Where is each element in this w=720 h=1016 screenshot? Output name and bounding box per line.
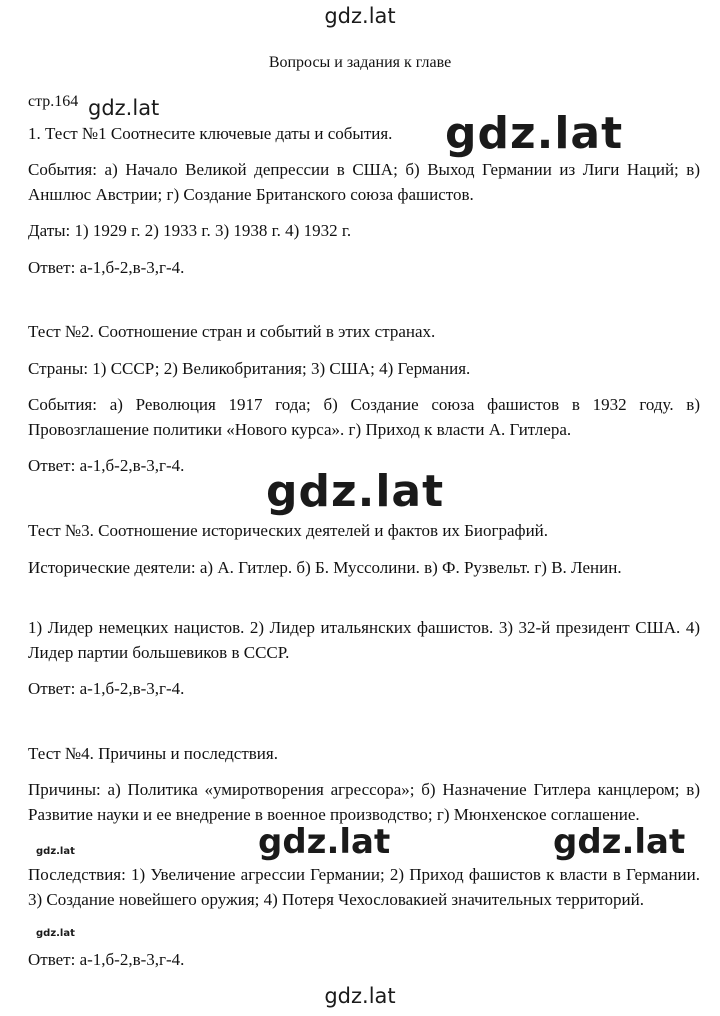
- test3-facts: 1) Лидер немецких нацистов. 2) Лидер итальянских фашистов. 3) 32-й президент США. 4) Лидер партии большевиков в СССР.: [28, 618, 700, 662]
- watermark-bottom: gdz.lat: [324, 984, 396, 1008]
- test4-consequences: Последствия: 1) Увеличение агрессии Германии; 2) Приход фашистов к власти в Германии. 3) Создание новейшего оружия; 4) Потеря Чехословакией значительных территорий.: [28, 865, 700, 909]
- test1-events: События: а) Начало Великой депрессии в США; б) Выход Германии из Лиги Наций; в) Аншлюс Австрии; г) Создание Британского союза фашистов.: [28, 160, 700, 204]
- test1-title: 1. Тест №1 Соотнесите ключевые даты и события.: [28, 124, 393, 143]
- watermark-large: gdz.lat: [553, 822, 686, 862]
- watermark-top: gdz.lat: [324, 4, 396, 28]
- page-heading: Вопросы и задания к главе: [268, 54, 452, 71]
- test4-title: Тест №4. Причины и последствия.: [28, 744, 278, 763]
- watermark-tiny: gdz.lat: [36, 928, 75, 939]
- watermark-large: gdz.lat: [258, 822, 391, 862]
- test2-title: Тест №2. Соотношение стран и событий в этих странах.: [28, 322, 436, 341]
- test2-events: События: а) Революция 1917 года; б) Создание союза фашистов в 1932 году. в) Провозглашение политики «Нового курса». г) Приход к власти А. Гитлера.: [28, 395, 700, 439]
- test1-dates: Даты: 1) 1929 г. 2) 1933 г. 3) 1938 г. 4) 1932 г.: [28, 221, 352, 240]
- watermark-large: gdz.lat: [266, 466, 445, 517]
- watermark-small: gdz.lat: [88, 96, 160, 120]
- watermark-large: gdz.lat: [445, 108, 624, 159]
- test2-answer: Ответ: а-1,б-2,в-3,г-4.: [28, 456, 185, 475]
- test3-answer: Ответ: а-1,б-2,в-3,г-4.: [28, 679, 185, 698]
- test3-title: Тест №3. Соотношение исторических деятелей и фактов их Биографий.: [28, 521, 549, 540]
- watermark-tiny: gdz.lat: [36, 846, 75, 857]
- test2-countries: Страны: 1) СССР; 2) Великобритания; 3) США; 4) Германия.: [28, 359, 471, 378]
- test4-causes: Причины: а) Политика «умиротворения агрессора»; б) Назначение Гитлера канцлером; в) Развитие науки и ее внедрение в военное производство; г) Мюнхенское соглашение.: [28, 780, 700, 824]
- page-reference: стр.164: [28, 93, 79, 110]
- test3-figures: Исторические деятели: а) А. Гитлер. б) Б. Муссолини. в) Ф. Рузвельт. г) В. Ленин.: [28, 558, 622, 577]
- test1-answer: Ответ: а-1,б-2,в-3,г-4.: [28, 258, 185, 277]
- test4-answer: Ответ: а-1,б-2,в-3,г-4.: [28, 950, 185, 969]
